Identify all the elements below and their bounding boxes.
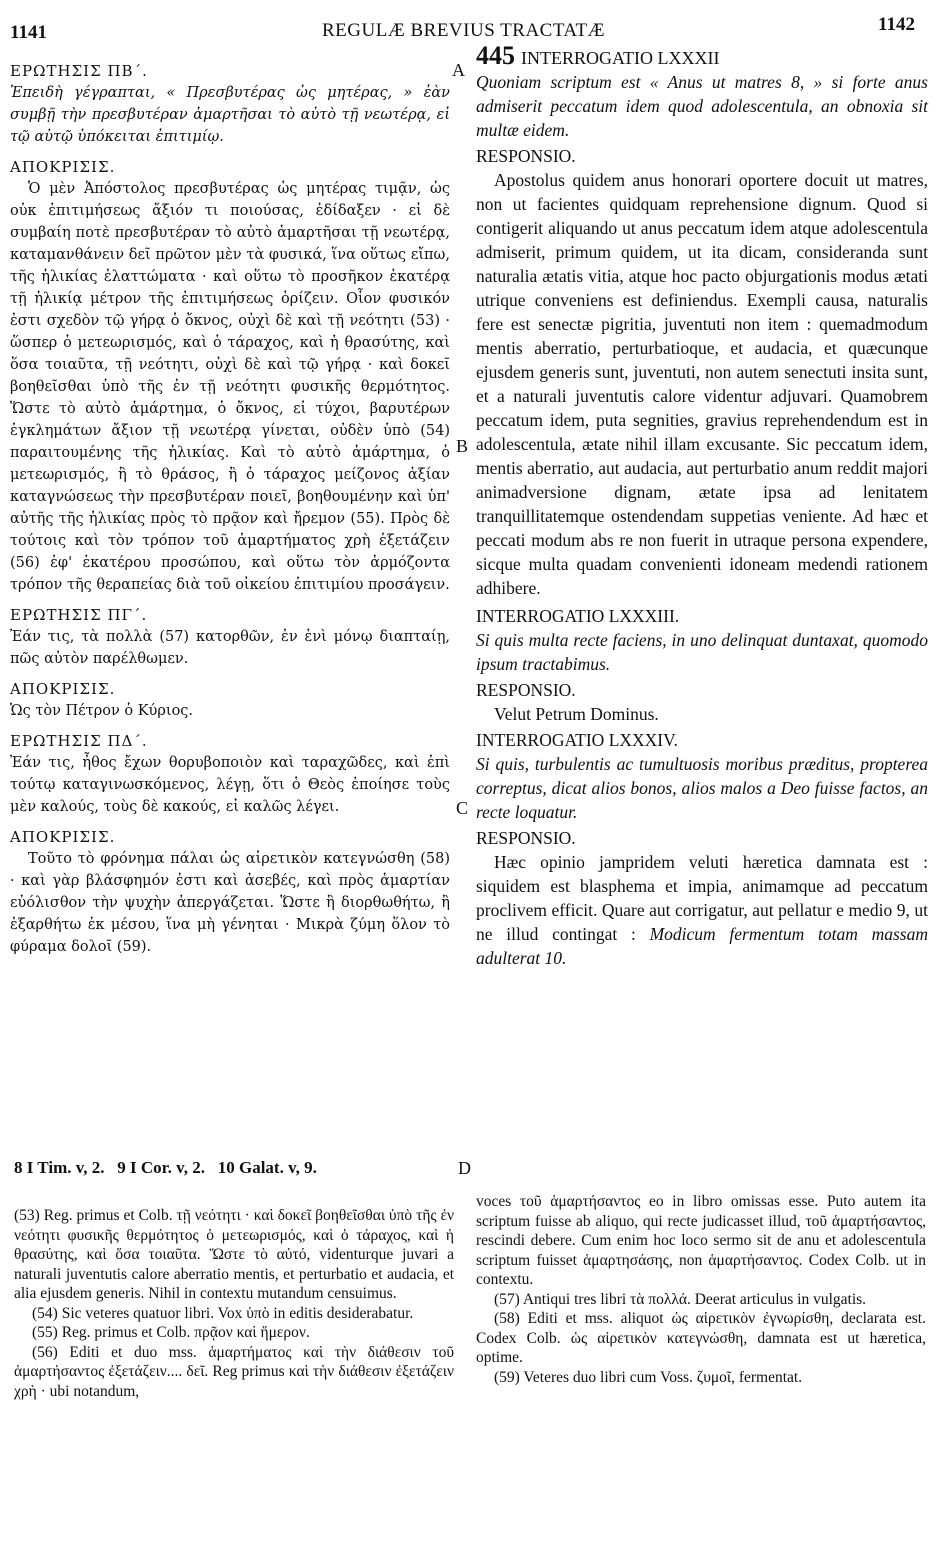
latin-answer-84-heading: RESPONSIO. [476, 828, 576, 848]
note-54: (54) Sic veteres quatuor libri. Vox ὑπὸ in editis desiderabatur. [32, 1304, 414, 1322]
latin-question-82-title: INTERROGATIO LXXXII [521, 48, 720, 68]
latin-answer-83-text: Velut Petrum Dominus. [494, 704, 659, 724]
latin-answer-84-text-main: Hæc opinio jampridem veluti hæretica damnata est : siquidem est blasphema et impia, animamque ad peccatum proclivem efficit. Quare aut corrigatur, aut pellatur e medio 9, ut ne illud contingat : [476, 852, 928, 944]
greek-answer-83-text: Ὡς τὸν Πέτρον ὁ Κύριος. [10, 703, 194, 719]
margin-letter-c: C [456, 798, 469, 818]
note-56-continued: voces τοῦ ἁμαρτήσαντος eo in libro omissas esse. Puto autem ita scriptum fuisse ab aliquo, qui recte judicasset illud, τοῦ ἁμαρτήσαντος, rescindi debere. Cum enim hoc loco sermo sit de anu et adolescentula scriptum fuisset ἁμαρτησάσης, non ἁμαρτήσαντος. Codex Colb. ut in contextu. [476, 1193, 926, 1288]
note-56: (56) Editi et duo mss. ἁμαρτήματος καὶ τὴν διάθεσιν τοῦ ἁμαρτήσαντος ἐξετάζειν.... δεῖ. Reg primus καὶ τὴν διάθεσιν ἐξετάζειν χρὴ · ubi notandum, [14, 1343, 454, 1400]
page-number-left: 1141 [10, 22, 47, 43]
latin-answer-83-heading: RESPONSIO. [476, 680, 576, 700]
greek-column [10, 60, 450, 958]
margin-letter-b: B [456, 436, 469, 456]
latin-question-83-text: Si quis multa recte faciens, in uno delinquat duntaxat, quomodo ipsum tractabimus. [476, 630, 928, 674]
greek-answer-82-heading: ΑΠΟΚΡΙΣΙΣ. [10, 158, 116, 176]
latin-question-84-heading: INTERROGATIO LXXXIV. [476, 730, 678, 750]
column-number: 445 [476, 41, 515, 70]
note-55: (55) Reg. primus et Colb. πρᾷον καὶ ἥμερον. [32, 1324, 310, 1341]
greek-question-83-heading: ΕΡΩΤΗΣΙΣ ΠΓ΄. [10, 606, 148, 624]
greek-answer-82-text: Ὁ μὲν Ἀπόστολος πρεσβυτέρας ὡς μητέρας τιμᾷν, ὡς οὐκ ἐπιτιμήσεως ἄξιόν τι ποιούσας, ἐδίδαξεν · εἰ δὲ συμβαίη ποτὲ πρεσβυτέραν τὸ αὐτὸ ἁμαρτῆσαι τῇ νεωτέρᾳ, καταμανθάνειν δεῖ πρῶτον μὲν τὰ φυσικά, ἵνα οὕτως εἴπω, τῆς ἡλικίας ἐλαττώματα · καὶ οὕτω τὸ προσῆκον ἑκατέρᾳ τῇ ἡλικίᾳ μέτρον τῆς ἐπιτιμήσεως ὁρίζειν. Οἷον φυσικόν ἐστι σχεδὸν τῷ γήρᾳ ὁ ὄκνος, οὐχὶ δὲ καὶ τῇ νεότητι (53) · ὥσπερ ὁ μετεωρισμός, καὶ ὁ τάραχος, καὶ ἡ θρασύτης, καὶ ὅσα τοιαῦτα, τῇ νεότητι, οὐχὶ δὲ καὶ τῷ γήρᾳ · καὶ δοκεῖ βοηθεῖσθαι ὑπὸ τῆς ἐν τῇ νεότητι φυσικῆς θερμότητος. Ὥστε τὸ αὐτὸ ἁμάρτημα, ὁ ὄκνος, εἰ τύχοι, βαρυτέρων ἐγκλημάτων ἄξιον τῇ νεωτέρᾳ γίνεται, οὐδὲν ὑπὸ (54) παραιτουμένης τῆς ἡλικίας. Καὶ τὸ αὐτὸ ἁμάρτημα, ὁ μετεωρισμός, ἢ τὸ θράσος, ἢ ὁ τάραχος μείζονος ἀξίαν καταγνώσεως τὴν πρεσβυτέραν ποιεῖ, βοηθουμένην καὶ ὑπ' αὐτῆς τῆς ἡλικίας πρὸς τὸ πρᾷον καὶ ἤρεμον (55). Πρὸς δὲ τούτοις καὶ τὸν τρόπον τοῦ ἁμαρτήματος χρὴ ἐξετάζειν (56) ἐφ' ἑκατέρου προσώπου, καὶ οὕτω τὸν ἁρμόζοντα τρόπον τῆς θεραπείας διὰ τοῦ οἰκείου ἐπιτιμίου προσάγειν. [10, 181, 450, 593]
greek-answer-83-heading: ΑΠΟΚΡΙΣΙΣ. [10, 680, 116, 698]
scripture-footnotes: 8 I Tim. v, 2. 9 I Cor. v, 2. 10 Galat. v, 9. [14, 1158, 317, 1177]
greek-question-83-text: Ἐάν τις, τὰ πολλὰ (57) κατορθῶν, ἐν ἑνὶ μόνῳ διαπταίῃ, πῶς αὐτὸν παρέλθωμεν. [10, 629, 450, 667]
latin-question-83-heading: INTERROGATIO LXXXIII. [476, 606, 680, 626]
margin-letter-a: A [452, 60, 465, 80]
greek-question-84-heading: ΕΡΩΤΗΣΙΣ ΠΔ΄. [10, 732, 148, 750]
page-number-right: 1142 [878, 14, 915, 35]
latin-column [476, 41, 929, 970]
latin-answer-84-scripture: Modicum fermentum totam massam adulterat 10. [476, 924, 929, 968]
notes-right-column [476, 1192, 926, 1387]
latin-answer-82-heading: RESPONSIO. [476, 146, 576, 166]
latin-question-84-text: Si quis, turbulentis ac tumultuosis moribus præditus, propterea correptus, dicat alios bonos, alios malos a Deo fuisse factos, an recte loquatur. [476, 754, 928, 822]
greek-answer-84-heading: ΑΠΟΚΡΙΣΙΣ. [10, 828, 116, 846]
running-title: REGULÆ BREVIUS TRACTATÆ [322, 20, 606, 41]
latin-question-82-heading [476, 41, 928, 70]
notes-left-column [14, 1206, 454, 1401]
note-53: (53) Reg. primus et Colb. τῇ νεότητι · καὶ δοκεῖ βοηθεῖσθαι ὑπὸ τῆς ἐν νεότητι φυσικῆς θερμότητος ὁ μετεωρισμός, καὶ ὁ τάραχος, καὶ ἡ θρασύτης, καὶ ὅσα τοιαῦτα. Ὥστε τὸ αὐτό, videnturque juvari a naturali juventutis calore aberratio mentis, et perturbatio et audacia, et alia ejusdem generis. Nihil in contextu mutandum censuimus. [14, 1207, 454, 1302]
greek-answer-84-text: Τοῦτο τὸ φρόνημα πάλαι ὡς αἱρετικὸν κατεγνώσθη (58) · καὶ γὰρ βλάσφημόν ἐστι καὶ ἀσεβές, καὶ πρὸς ἁμαρτίαν εὐόλισθον τὴν ψυχὴν ἀπεργάζεται. Ὥστε ἢ διορθωθήτω, ἢ ἐξαρθήτω ἐκ μέσου, ἵνα μὴ γένηται · Μικρὰ ζύμη ὅλον τὸ φύραμα δολοῖ (59). [10, 851, 450, 955]
greek-question-82-text: Ἐπειδὴ γέγραπται, « Πρεσβυτέρας ὡς μητέρας, » ἐὰν συμβῇ τὴν πρεσβυτέραν ἁμαρτῆσαι τὸ αὐτὸ τῇ νεωτέρᾳ, εἰ τῷ αὐτῷ ὑπόκειται ἐπιτιμίῳ. [10, 85, 450, 145]
latin-answer-84-text [476, 850, 928, 970]
note-58: (58) Editi et mss. aliquot ὡς αἱρετικὸν ἐγνωρίσθη, declarata est. Codex Colb. ὡς αἱρετικὸν κατεγνώσθη, damnata est ut hæretica, optime. [476, 1310, 926, 1366]
margin-letter-d: D [458, 1158, 471, 1178]
greek-question-84-text: Ἐάν τις, ἦθος ἔχων θορυβοποιὸν καὶ ταραχῶδες, καὶ ἐπὶ τούτῳ καταγινωσκόμενος, λέγῃ, ὅτι ὁ Θεὸς ἐποίησε τοὺς μὲν καλούς, τοὺς δὲ κακούς, εἰ καλῶς λέγει. [10, 755, 450, 815]
latin-answer-82-text: Apostolus quidem anus honorari oportere docuit ut matres, non ut facientes quidquam reprehensione dignum. Quod si contigerit aliquando ut anus peccatum idem atque adolescentula admiserit, primum quidem, ut ita dicam, consideranda sunt naturalia ætatis vitia, atque hoc pacto objurgationis modus ætati utrique conveniens est definiendus. Exempli causa, naturalis fere est senectæ pigritia, juventuti non item : quemadmodum mentis aberratio, perturbatioque, et audacia, et quæcunque ejusdem generis sunt, juventuti, non autem senectuti insita sunt, et a naturali juventutis calore videntur adjuvari. Quamobrem peccatum idem, puta segnities, gravius reprehendendum est in adolescentula, ætate nihil illam excusante. Sic peccatum idem, mentis aberratio, aut audacia, aut perturbatio anum reddit majori animadversione dignam, ætate ipsa ad lenitatem tranquillitatemque ostendendam suppetias veniente. Ad hæc et peccati modum abs re non fuerit in utraque persona expendere, sicque multa quadam convenienti idoneam medendi rationem adhibere. [476, 170, 928, 598]
greek-question-82-heading: ΕΡΩΤΗΣΙΣ ΠΒ΄. [10, 62, 148, 80]
note-59: (59) Veteres duo libri cum Voss. ζυμοῖ, fermentat. [494, 1368, 803, 1386]
latin-question-82-text: Quoniam scriptum est « Anus ut matres 8, » si forte anus admiserit peccatum idem quod adolescentula, an obnoxia sit multæ eidem. [476, 72, 928, 140]
note-57: (57) Antiqui tres libri τὰ πολλά. Deerat articulus in vulgatis. [494, 1290, 867, 1308]
